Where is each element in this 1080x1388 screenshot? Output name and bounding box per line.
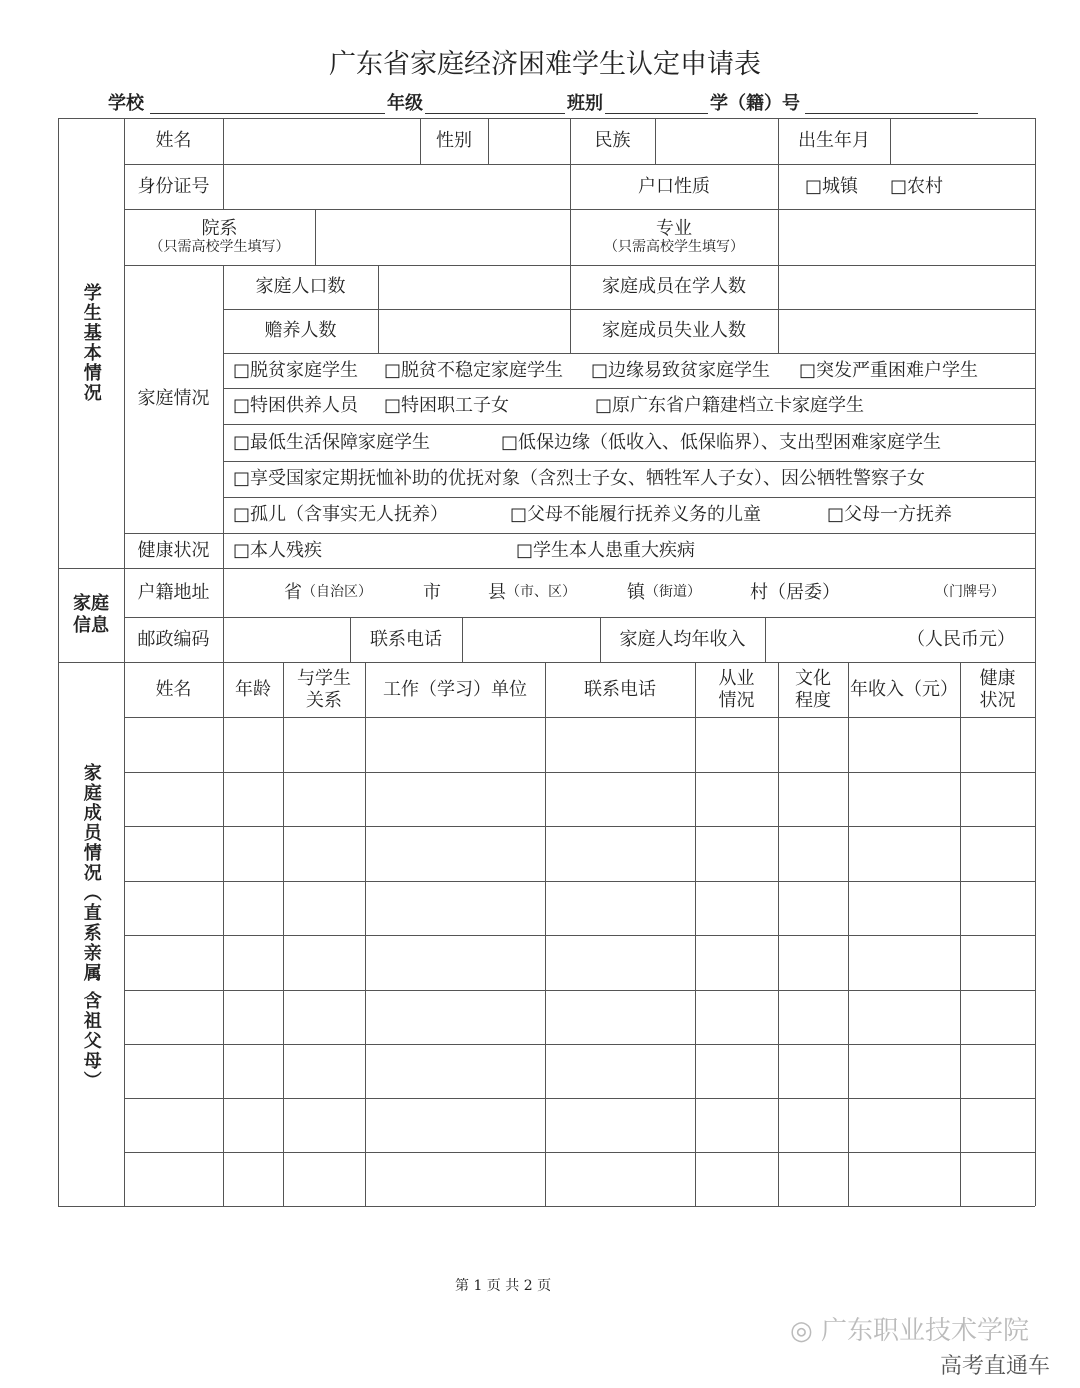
health-disabled-checkbox[interactable]: □本人残疾 [233,539,323,561]
option-checkbox[interactable]: □享受国家定期抚恤补助的优抚对象（含烈士子女、牺牲军人子女）、因公牺牲警察子女 [233,468,926,490]
hukou-rural-checkbox[interactable]: □农村 [890,175,944,197]
member-cell[interactable] [365,1098,545,1152]
household-size-label: 家庭人口数 [255,276,346,298]
member-cell[interactable] [695,1044,778,1098]
option-checkbox[interactable]: □特困职工子女 [384,395,510,417]
member-cell[interactable] [124,935,223,990]
member-cell[interactable] [365,826,545,881]
member-cell[interactable] [695,1152,778,1206]
watermark-account-text: 广东职业技术学院 [820,1316,1029,1346]
option-checkbox[interactable]: □低保边缘（低收入、低保临界）、支出型困难家庭学生 [501,431,942,453]
page-number: 第 1 页 共 2 页 [455,1278,552,1294]
watermark-overlay: 高考直通车 [940,1354,1051,1379]
member-cell[interactable] [124,826,223,881]
member-cell[interactable] [223,717,283,772]
member-cell[interactable] [778,1152,848,1206]
address-town [627,568,701,617]
id-number-label: 身份证号 [137,175,210,197]
grid-line [890,118,891,164]
member-cell[interactable] [365,990,545,1044]
grid-line [223,118,224,209]
county-note: （市、区） [506,584,576,601]
column-header: 健康 状况 [979,667,1016,711]
grade-label: 年级 [387,93,423,114]
member-cell[interactable] [283,1098,365,1152]
student-id-label: 学（籍）号 [710,93,800,114]
member-cell[interactable] [283,881,365,935]
grid-line [655,118,656,164]
town-label: 镇 [627,581,645,603]
member-cell[interactable] [124,772,223,826]
member-cell[interactable] [283,717,365,772]
member-cell[interactable] [545,881,695,935]
wechat-icon: ◎ [790,1316,813,1346]
member-cell[interactable] [223,826,283,881]
member-cell[interactable] [365,717,545,772]
member-cell[interactable] [283,1152,365,1206]
grid-line [223,568,224,662]
member-cell[interactable] [545,1044,695,1098]
member-cell[interactable] [848,717,960,772]
address-village: 村（居委） [750,581,840,603]
option-checkbox[interactable]: □原广东省户籍建档立卡家庭学生 [595,395,865,417]
member-cell[interactable] [223,881,283,935]
member-cell[interactable] [223,1098,283,1152]
department-title: 院系 [201,217,238,239]
member-cell[interactable] [960,881,1035,935]
school-label: 学校 [108,93,144,114]
county-label: 县 [488,581,506,603]
member-cell[interactable] [778,826,848,881]
department-note: （只需高校学生填写） [149,239,290,256]
member-cell[interactable] [778,772,848,826]
member-cell[interactable] [778,881,848,935]
major-note: （只需高校学生填写） [604,239,744,256]
member-cell[interactable] [223,935,283,990]
phone-label: 联系电话 [370,628,442,650]
grid-line [1035,118,1036,1206]
member-cell[interactable] [960,717,1035,772]
school-field[interactable] [150,113,385,114]
member-cell[interactable] [545,1152,695,1206]
member-cell[interactable] [545,1098,695,1152]
option-checkbox[interactable]: □边缘易致贫家庭学生 [591,359,771,381]
option-checkbox[interactable]: □父母一方抚养 [827,504,953,526]
member-cell[interactable] [365,881,545,935]
member-cell[interactable] [124,717,223,772]
option-checkbox[interactable]: □特困供养人员 [233,395,359,417]
hukou-type-label: 户口性质 [638,175,710,197]
address-province [284,568,372,617]
grade-field[interactable] [425,113,565,114]
member-cell[interactable] [695,935,778,990]
column-header: 与学生 关系 [297,667,351,711]
family-situation-label: 家庭情况 [137,388,210,410]
member-cell[interactable] [124,1044,223,1098]
column-header: 姓名 [155,678,192,700]
class-label: 班别 [567,93,603,114]
option-checkbox[interactable]: □父母不能履行抚养义务的儿童 [510,504,762,526]
name-label: 姓名 [155,130,192,152]
members-in-school-label: 家庭成员在学人数 [602,276,746,298]
member-cell[interactable] [848,1152,960,1206]
hukou-urban-checkbox[interactable]: □城镇 [805,175,859,197]
column-header: 年龄 [235,678,271,700]
income-label: 家庭人均年收入 [619,628,746,650]
member-cell[interactable] [223,772,283,826]
member-cell[interactable] [124,1098,223,1152]
option-checkbox[interactable]: □脱贫家庭学生 [233,359,359,381]
member-cell[interactable] [545,826,695,881]
grid-line [488,118,489,164]
ethnicity-label: 民族 [594,130,631,152]
major-label [570,209,778,265]
member-cell[interactable] [960,826,1035,881]
section-members-label: 家庭成员情况（直系亲属 含祖父母） [80,762,102,1092]
gender-label: 性别 [436,130,472,152]
option-checkbox[interactable]: □孤儿（含事实无人抚养） [233,504,449,526]
address-city: 市 [423,581,441,603]
member-cell[interactable] [545,990,695,1044]
address-label: 户籍地址 [137,581,210,603]
grid-line [462,617,463,662]
section-family-info-label: 家庭信息 [73,593,109,636]
option-checkbox[interactable]: □突发严重困难户学生 [799,359,979,381]
member-cell[interactable] [223,990,283,1044]
address-county [488,568,576,617]
member-cell[interactable] [365,1152,545,1206]
member-cell[interactable] [848,772,960,826]
member-cell[interactable] [848,881,960,935]
member-cell[interactable] [778,1044,848,1098]
member-cell[interactable] [223,1152,283,1206]
member-cell[interactable] [695,826,778,881]
member-cell[interactable] [960,772,1035,826]
column-header: 联系电话 [584,678,656,700]
postcode-label: 邮政编码 [137,628,210,650]
grid-line [315,209,316,265]
income-currency: （人民币元） [907,628,1015,650]
member-cell[interactable] [124,990,223,1044]
member-cell[interactable] [778,1098,848,1152]
member-cell[interactable] [848,826,960,881]
health-label: 健康状况 [137,539,210,561]
member-cell[interactable] [283,935,365,990]
department-label [124,209,315,265]
form-title: 广东省家庭经济困难学生认定申请表 [329,49,761,80]
member-cell[interactable] [960,1098,1035,1152]
town-note: （街道） [645,584,701,601]
member-cell[interactable] [695,881,778,935]
member-cell[interactable] [223,1044,283,1098]
province-label: 省 [284,581,302,603]
member-cell[interactable] [545,935,695,990]
birth-label: 出生年月 [798,130,870,152]
member-cell[interactable] [695,990,778,1044]
member-cell[interactable] [124,881,223,935]
member-cell[interactable] [283,990,365,1044]
grid-line [58,1206,1035,1207]
member-cell[interactable] [848,990,960,1044]
health-illness-checkbox[interactable]: □学生本人患重大疾病 [516,539,696,561]
dependents-label: 赡养人数 [264,320,337,342]
member-cell[interactable] [778,990,848,1044]
member-cell[interactable] [695,717,778,772]
member-cell[interactable] [778,717,848,772]
member-cell[interactable] [365,1044,545,1098]
address-house-number: （门牌号） [935,584,1005,601]
column-header: 年收入（元） [850,678,958,700]
member-cell[interactable] [960,990,1035,1044]
column-header: 文化 程度 [795,667,831,711]
province-note: （自治区） [302,584,372,601]
column-header: 工作（学习）单位 [383,678,527,700]
member-cell[interactable] [960,1152,1035,1206]
member-cell[interactable] [960,935,1035,990]
member-cell[interactable] [848,935,960,990]
member-cell[interactable] [283,1044,365,1098]
member-cell[interactable] [124,1152,223,1206]
member-cell[interactable] [283,772,365,826]
student-id-field[interactable] [805,113,978,114]
member-cell[interactable] [365,935,545,990]
column-header: 从业 情况 [718,667,755,711]
major-title: 专业 [656,217,692,239]
member-cell[interactable] [695,772,778,826]
member-cell[interactable] [283,826,365,881]
member-cell[interactable] [778,935,848,990]
grid-line [378,265,379,353]
member-cell[interactable] [365,772,545,826]
member-cell[interactable] [960,1044,1035,1098]
section-basic-label: 学生基本情况 [80,283,102,403]
member-cell[interactable] [545,772,695,826]
member-cell[interactable] [848,1098,960,1152]
member-cell[interactable] [695,1098,778,1152]
member-cell[interactable] [848,1044,960,1098]
watermark-account [790,1316,1029,1346]
option-checkbox[interactable]: □脱贫不稳定家庭学生 [384,359,564,381]
member-cell[interactable] [545,717,695,772]
option-checkbox[interactable]: □最低生活保障家庭学生 [233,431,431,453]
unemployed-label: 家庭成员失业人数 [602,320,746,342]
class-field[interactable] [605,113,708,114]
